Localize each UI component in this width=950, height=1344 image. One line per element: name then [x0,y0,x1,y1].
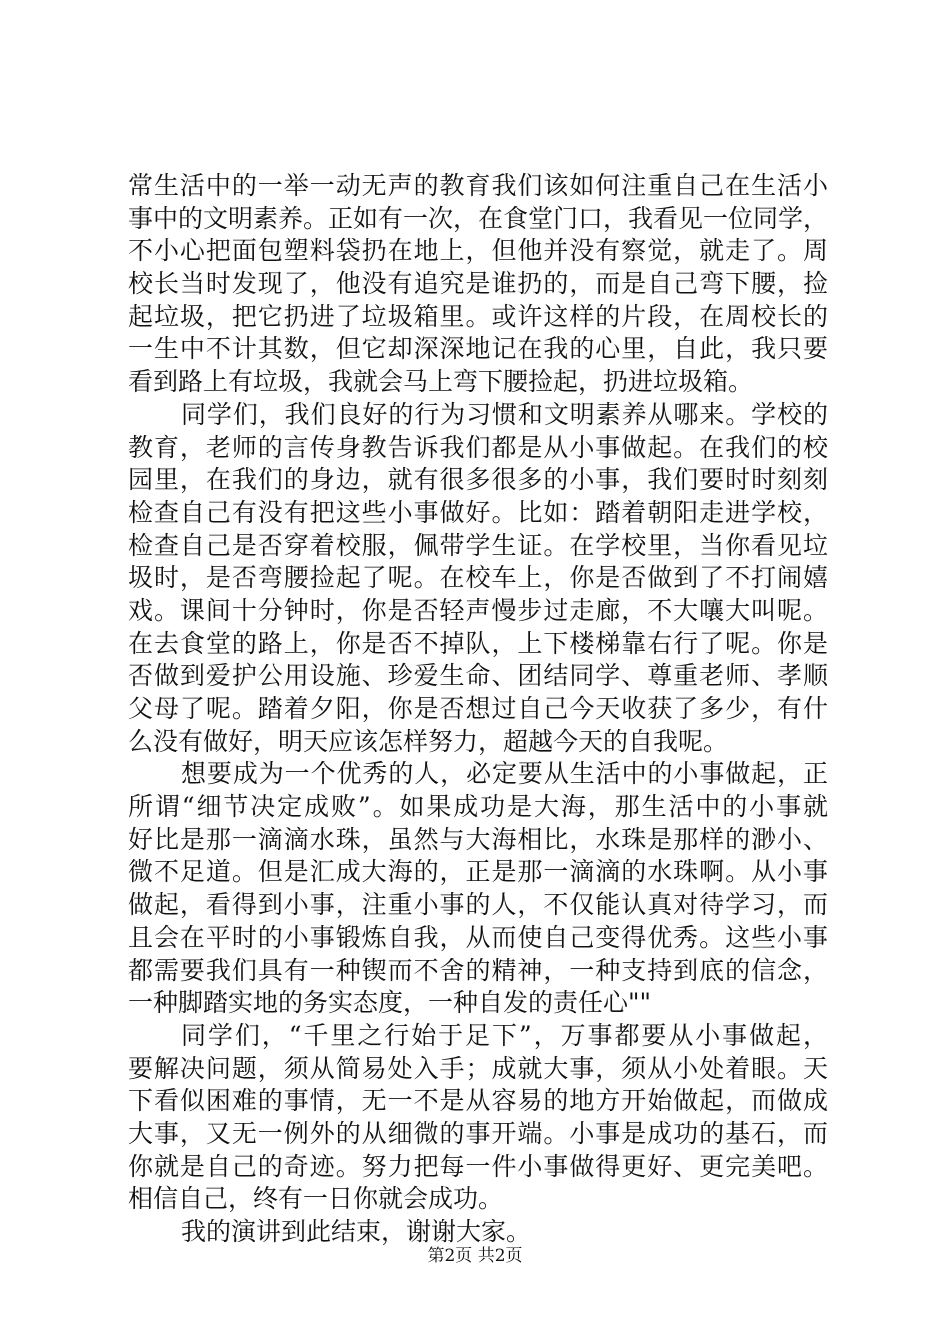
text-line: 检查自己是否穿着校服，佩带学生证。在学校里，当你看见垃 [128,530,828,560]
paragraph [128,399,828,759]
text-line: 做起，看得到小事，注重小事的人，不仅能认真对待学习，而 [128,890,828,920]
text-line: 微不足道。但是汇成大海的，正是那一滴滴的水珠啊。从小事 [128,857,828,887]
text-line: 戏。课间十分钟时，你是否轻声慢步过走廊，不大嚷大叫呢。 [128,595,828,625]
text-line: 下看似困难的事情，无一不是从容易的地方开始做起，而做成 [128,1086,828,1116]
text-line: 否做到爱护公用设施、珍爱生命、团结同学、尊重老师、孝顺 [128,661,828,691]
text-line: 常生活中的一举一动无声的教育我们该如何注重自己在生活小 [128,171,828,200]
text-line: 事中的文明素养。正如有一次，在食堂门口，我看见一位同学， [128,203,829,233]
text-line: 好比是那一滴滴水珠，虽然与大海相比，水珠是那样的渺小、 [128,824,828,854]
paragraph [128,170,828,399]
text-line: 所谓“细节决定成败”。如果成功是大海，那生活中的小事就 [128,792,828,822]
text-line: 要解决问题，须从简易处入手；成就大事，须从小处着眼。天 [128,1053,828,1083]
text-line: 在去食堂的路上，你是否不掉队，上下楼梯靠右行了呢。你是 [128,628,828,658]
text-line: 父母了呢。踏着夕阳，你是否想过自己今天收获了多少，有什 [128,694,828,723]
text-line: 圾时，是否弯腰捡起了呢。在校车上，你是否做到了不打闹嬉 [128,563,828,593]
text-line: 同学们，“千里之行始于足下”，万事都要从小事做起， [181,1020,828,1050]
text-line: 一种脚踏实地的务实态度，一种自发的责任心"" [128,988,651,1018]
text-line: 你就是自己的奇迹。努力把每一件小事做得更好、更完美吧。 [128,1151,828,1181]
text-line: 园里，在我们的身边，就有很多很多的小事，我们要时时刻刻 [128,465,828,495]
text-line: 不小心把面包塑料袋扔在地上，但他并没有察觉，就走了。周 [128,236,828,266]
text-line: 同学们，我们良好的行为习惯和文明素养从哪来。学校的 [181,399,828,429]
text-line: 看到路上有垃圾，我就会马上弯下腰捡起，扔进垃圾箱。 [128,367,754,397]
text-line: 且会在平时的小事锻炼自我，从而使自己变得优秀。这些小事 [128,922,828,952]
page-footer: 第2页 共2页 [427,1246,523,1266]
paragraph [128,758,828,1020]
text-line: 想要成为一个优秀的人，必定要从生活中的小事做起，正 [181,759,828,789]
text-line: 校长当时发现了，他没有追究是谁扔的，而是自己弯下腰，捡 [128,269,828,299]
text-line: 一生中不计其数，但它却深深地记在我的心里，自此，我只要 [128,334,828,364]
text-line: 我的演讲到此结束，谢谢大家。 [181,1217,532,1246]
text-line: 起垃圾，把它扔进了垃圾箱里。或许这样的片段，在周校长的 [128,301,828,331]
text-line: 检查自己有没有把这些小事做好。比如：踏着朝阳走进学校， [128,497,828,527]
document-body [128,170,828,1249]
text-line: 相信自己，终有一日你就会成功。 [128,1184,504,1214]
text-line: 都需要我们具有一种锲而不舍的精神，一种支持到底的信念， [128,955,828,985]
text-line: 教育，老师的言传身教告诉我们都是从小事做起。在我们的校 [128,432,828,462]
text-line: 大事，又无一例外的从细微的事开端。小事是成功的基石，而 [128,1118,828,1148]
paragraph [128,1020,828,1216]
text-line: 么没有做好，明天应该怎样努力，超越今天的自我呢。 [128,726,729,756]
